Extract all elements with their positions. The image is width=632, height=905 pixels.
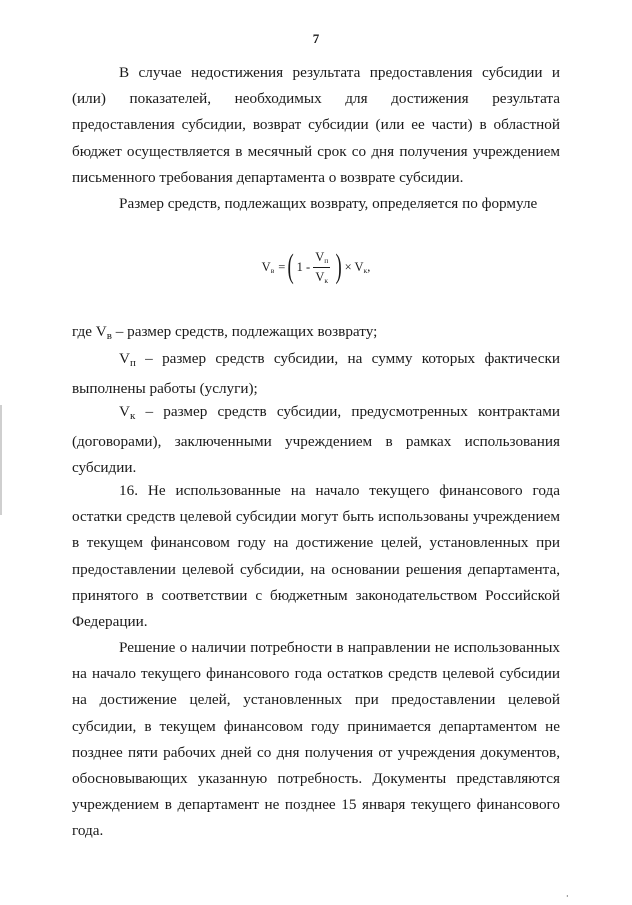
paragraph-16: 16. Не использованные на начало текущего финансового года остатки средств целевой субсидии могут быть использованы учреждением в текущем финансовом году на достижение целей, установленных при предоставлении целевой субсидии, на основании решения департамента, принятого в соответствии с бюджетным законодательством Российской Федерации. bbox=[72, 482, 560, 631]
refund-formula bbox=[0, 245, 632, 289]
paragraph-decision: Решение о наличии потребности в направлении не использованных на начало текущего финансового года остатков средств целевой субсидии на достижение целей, установленных при предоставлении целевой субсидии, в текущем финансовом году принимается департаментом не позднее пяти рабочих дней со дня получения от учреждения документов, обосновывающих указанную потребность. Документы представляются учреждением в департамент не позднее 15 января текущего финансового года. bbox=[72, 639, 560, 840]
scan-edge-mark bbox=[0, 405, 2, 515]
formula-one-minus: 1 - bbox=[296, 259, 311, 274]
formula-denominator: Vк bbox=[315, 269, 329, 285]
formula-multiplier: × Vк bbox=[344, 259, 368, 275]
paragraph-refund-condition: В случае недостижения результата предоставления субсидии и (или) показателей, необходимых для достижения результата предоставления субсидии, возврат субсидии (или ее части) в областной бюджет осуществляется в месячный срок со дня получения учреждением письменного требования департамента о возврате субсидии. bbox=[72, 64, 560, 186]
paragraph-formula-intro: Размер средств, подлежащих возврату, определяется по формуле bbox=[119, 195, 538, 212]
formula-open-paren: ( bbox=[287, 248, 295, 285]
formula-lhs: Vв bbox=[261, 259, 275, 275]
formula-tail: , bbox=[367, 259, 371, 274]
formula-equals: = bbox=[278, 259, 286, 274]
formula-close-paren: ) bbox=[335, 248, 343, 285]
formula-numerator: Vп bbox=[313, 250, 330, 268]
definition-vp: Vп – размер средств субсидии, на сумму которых фактически выполнены работы (услуги); bbox=[72, 350, 560, 398]
formula-fraction bbox=[313, 250, 330, 285]
page-number: 7 bbox=[312, 31, 320, 46]
scan-corner-mark: ⸳ bbox=[566, 890, 569, 901]
definition-vv: где Vв – размер средств, подлежащих возврату; bbox=[72, 323, 378, 342]
definition-vk: Vк – размер средств субсидии, предусмотренных контрактами (договорами), заключенными учреждением в рамках использования субсидии. bbox=[72, 403, 560, 477]
